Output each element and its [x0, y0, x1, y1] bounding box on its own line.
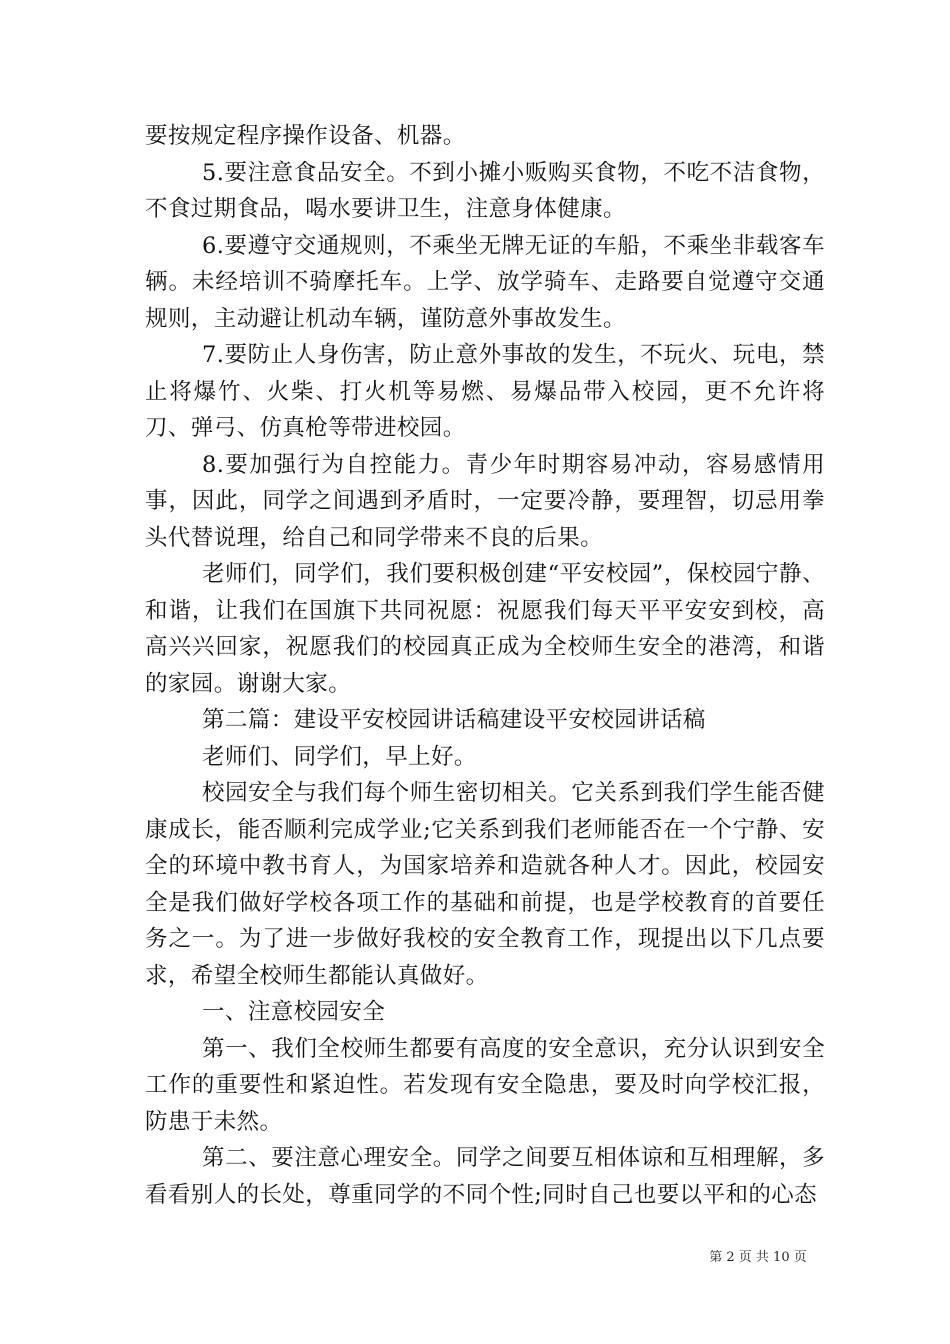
- paragraph: 8.要加强行为自控能力。青少年时期容易冲动，容易感情用事，因此，同学之间遇到矛盾时，一定要冷静，要理智，切忌用拳头代替说理，给自己和同学带来不良的后果。: [145, 451, 825, 551]
- page-number: 第 2 页 共 10 页: [709, 1250, 807, 1265]
- section-heading: 第二篇：建设平安校园讲话稿建设平安校园讲话稿: [202, 707, 706, 733]
- paragraph: 第一、我们全校师生都要有高度的安全意识，充分认识到安全工作的重要性和紧迫性。若发现有安全隐患，要及时向学校汇报，防患于未然。: [145, 1035, 825, 1135]
- paragraph: 6.要遵守交通规则，不乘坐无牌无证的车船，不乘坐非载客车辆。未经培训不骑摩托车。上学、放学骑车、走路要自觉遵守交通规则，主动避让机动车辆，谨防意外事故发生。: [145, 232, 825, 332]
- paragraph: 5.要注意食品安全。不到小摊小贩购买食物，不吃不洁食物，不食过期食品，喝水要讲卫生，注意身体健康。: [145, 159, 825, 222]
- paragraph: 要按规定程序操作设备、机器。: [145, 123, 466, 149]
- paragraph: 校园安全与我们每个师生密切相关。它关系到我们学生能否健康成长，能否顺利完成学业;它关系到我们老师能否在一个宁静、安全的环境中教书育人，为国家培养和造就各种人才。因此，校园安全是我们做好学校各项工作的基础和前提，也是学校教育的首要任务之一。为了进一步做好我校的安全教育工作，现提出以下几点要求，希望全校师生都能认真做好。: [145, 780, 825, 989]
- document-body: [145, 118, 825, 1213]
- greeting: 老师们、同学们，早上好。: [202, 743, 477, 770]
- page-footer: [0, 1246, 950, 1265]
- subheading: 一、注意校园安全: [202, 999, 386, 1025]
- paragraph: 第二、要注意心理安全。同学之间要互相体谅和互相理解，多看看别人的长处，尊重同学的不同个性;同时自己也要以平和的心态: [145, 1145, 825, 1208]
- paragraph: 老师们，同学们，我们要积极创建“平安校园”，保校园宁静、和谐，让我们在国旗下共同祝愿：祝愿我们每天平平安安到校，高高兴兴回家，祝愿我们的校园真正成为全校师生安全的港湾，和谐的家园。谢谢大家。: [145, 561, 825, 697]
- paragraph: 7.要防止人身伤害，防止意外事故的发生，不玩火、玩电，禁止将爆竹、火柴、打火机等易燃、易爆品带入校园，更不允许将刀、弹弓、仿真枪等带进校园。: [145, 342, 825, 441]
